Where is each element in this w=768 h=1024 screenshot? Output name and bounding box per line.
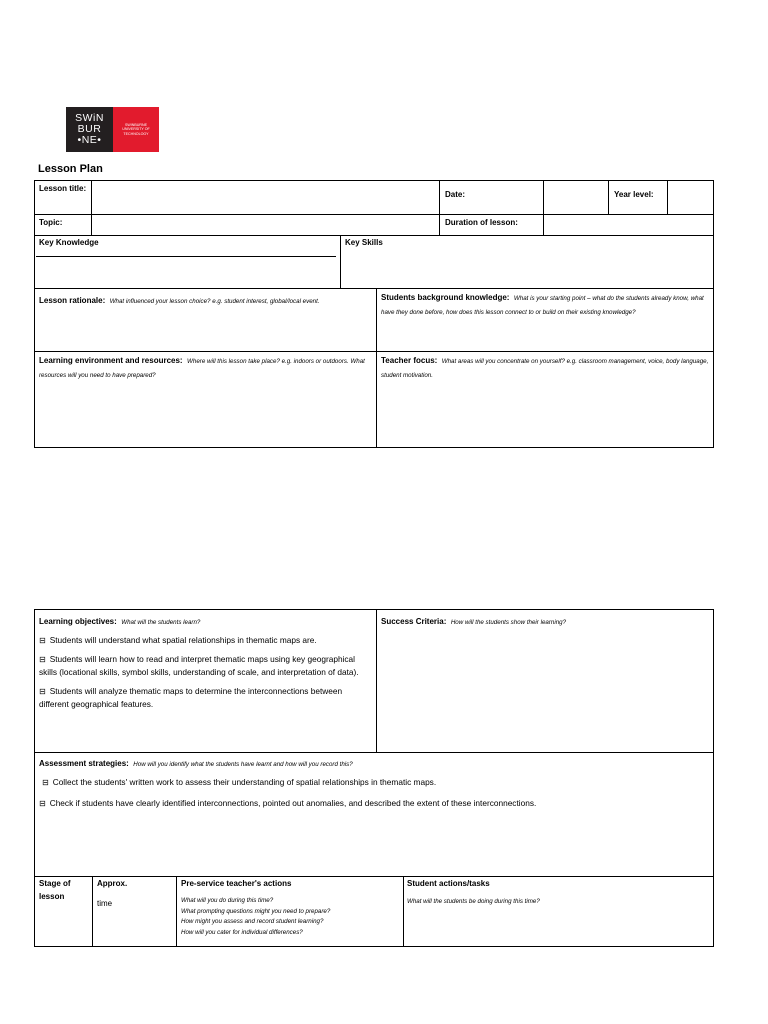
success-label: Success Criteria: (381, 617, 447, 626)
success-hint: How will the students show their learning? (450, 619, 567, 626)
year-level-label: Year level: (614, 190, 654, 199)
assessment-item (39, 776, 711, 790)
logo-line-3: •NE• (77, 134, 102, 146)
rationale-label: Lesson rationale: (39, 296, 106, 305)
logo-sub-2: UNIVERSITY OF (122, 127, 150, 132)
lesson-info-table (34, 180, 714, 448)
rationale-cell (39, 290, 373, 308)
topic-field[interactable] (92, 215, 439, 235)
stage-label: Stage of lesson (39, 879, 71, 901)
assessment-cell (39, 753, 711, 810)
logo-sub-1: SWINBURNE (125, 123, 147, 128)
key-knowledge-label: Key Knowledge (39, 238, 99, 247)
checkbox-bullet-icon: ⊟ (39, 686, 46, 696)
assessment-hint: How will you identify what the students have learnt and how will you record this? (133, 761, 353, 768)
objectives-hint: What will the students learn? (121, 619, 201, 626)
environment-cell (39, 353, 373, 381)
teacher-actions-cell (181, 877, 399, 938)
objective-text: Students will learn how to read and interpret thematic maps using key geographical skills (locational skills, symbol skills, understanding of scale, and interpretation of data). (39, 653, 359, 677)
lesson-title-label: Lesson title: (39, 184, 87, 193)
assessment-text: Check if students have clearly identified interconnections, pointed out anomalies, and described the extent of these interconnections. (49, 797, 537, 808)
logo-line-2: BUR (77, 123, 102, 135)
learning-table (34, 609, 714, 947)
assessment-text: Collect the students' written work to assess their understanding of spatial relationships in thematic maps. (52, 777, 437, 787)
page-title: Lesson Plan (38, 163, 103, 175)
logo-line-1: SWiN (75, 112, 104, 124)
success-criteria-cell (381, 611, 711, 629)
checkbox-bullet-icon: ⊟ (39, 798, 46, 808)
time-label: time (97, 899, 113, 908)
checkbox-bullet-icon: ⊟ (42, 778, 49, 787)
logo-sub-3: TECHNOLOGY (123, 131, 149, 136)
lesson-title-field[interactable] (92, 181, 439, 214)
student-actions-cell (407, 877, 707, 907)
key-skills-label: Key Skills (345, 238, 383, 247)
duration-label: Duration of lesson: (445, 218, 518, 227)
teacher-hint-line: What prompting questions might you need to prepare? (181, 907, 331, 915)
checkbox-bullet-icon: ⊟ (39, 636, 46, 645)
objectives-label: Learning objectives: (39, 617, 117, 626)
topic-label: Topic: (39, 218, 63, 227)
date-label: Date: (445, 190, 466, 199)
objective-text: Students will analyze thematic maps to determine the interconnections between different geographical features. (39, 685, 343, 709)
teacher-hint-line: How will you cater for individual differences? (181, 928, 303, 936)
student-actions-hint: What will the students be doing during this time? (407, 898, 540, 905)
date-field[interactable] (544, 181, 608, 214)
student-actions-label: Student actions/tasks (407, 879, 490, 888)
background-hint: What is your starting point – what do the students already know, what have they done before, how does this lesson connect to or build on their existing knowledge? (381, 295, 704, 316)
objective-item (39, 653, 373, 680)
year-level-field[interactable] (668, 181, 713, 214)
rationale-hint: What influenced your lesson choice? e.g. student interest, global/local event. (109, 298, 320, 305)
objective-item (39, 634, 373, 648)
objective-text: Students will understand what spatial relationships in thematic maps are. (49, 635, 317, 645)
duration-field[interactable] (544, 215, 713, 235)
assessment-label: Assessment strategies: (39, 759, 129, 768)
environment-hint: Where will this lesson take place? e.g. indoors or outdoors. What resources will you need to have prepared? (39, 358, 365, 379)
background-label: Students background knowledge: (381, 293, 510, 302)
teacher-hint-line: How might you assess and record student learning? (181, 918, 324, 925)
swinburne-logo (66, 107, 159, 152)
teacher-focus-label: Teacher focus: (381, 356, 438, 365)
environment-label: Learning environment and resources: (39, 356, 183, 365)
background-cell (381, 290, 711, 318)
objectives-cell (39, 611, 373, 712)
approx-label: Approx. (97, 879, 128, 888)
teacher-focus-hint: What areas will you concentrate on yourself? e.g. classroom management, voice, body language, student motivation. (381, 358, 709, 379)
assessment-item (39, 797, 711, 811)
teacher-focus-cell (381, 353, 711, 381)
logo-subtitle (113, 107, 159, 152)
logo-wordmark (66, 107, 113, 152)
checkbox-bullet-icon: ⊟ (39, 654, 46, 664)
objective-item (39, 685, 373, 712)
teacher-hint-line: What will you do during this time? (181, 897, 274, 904)
teacher-actions-label: Pre-service teacher's actions (181, 879, 292, 888)
